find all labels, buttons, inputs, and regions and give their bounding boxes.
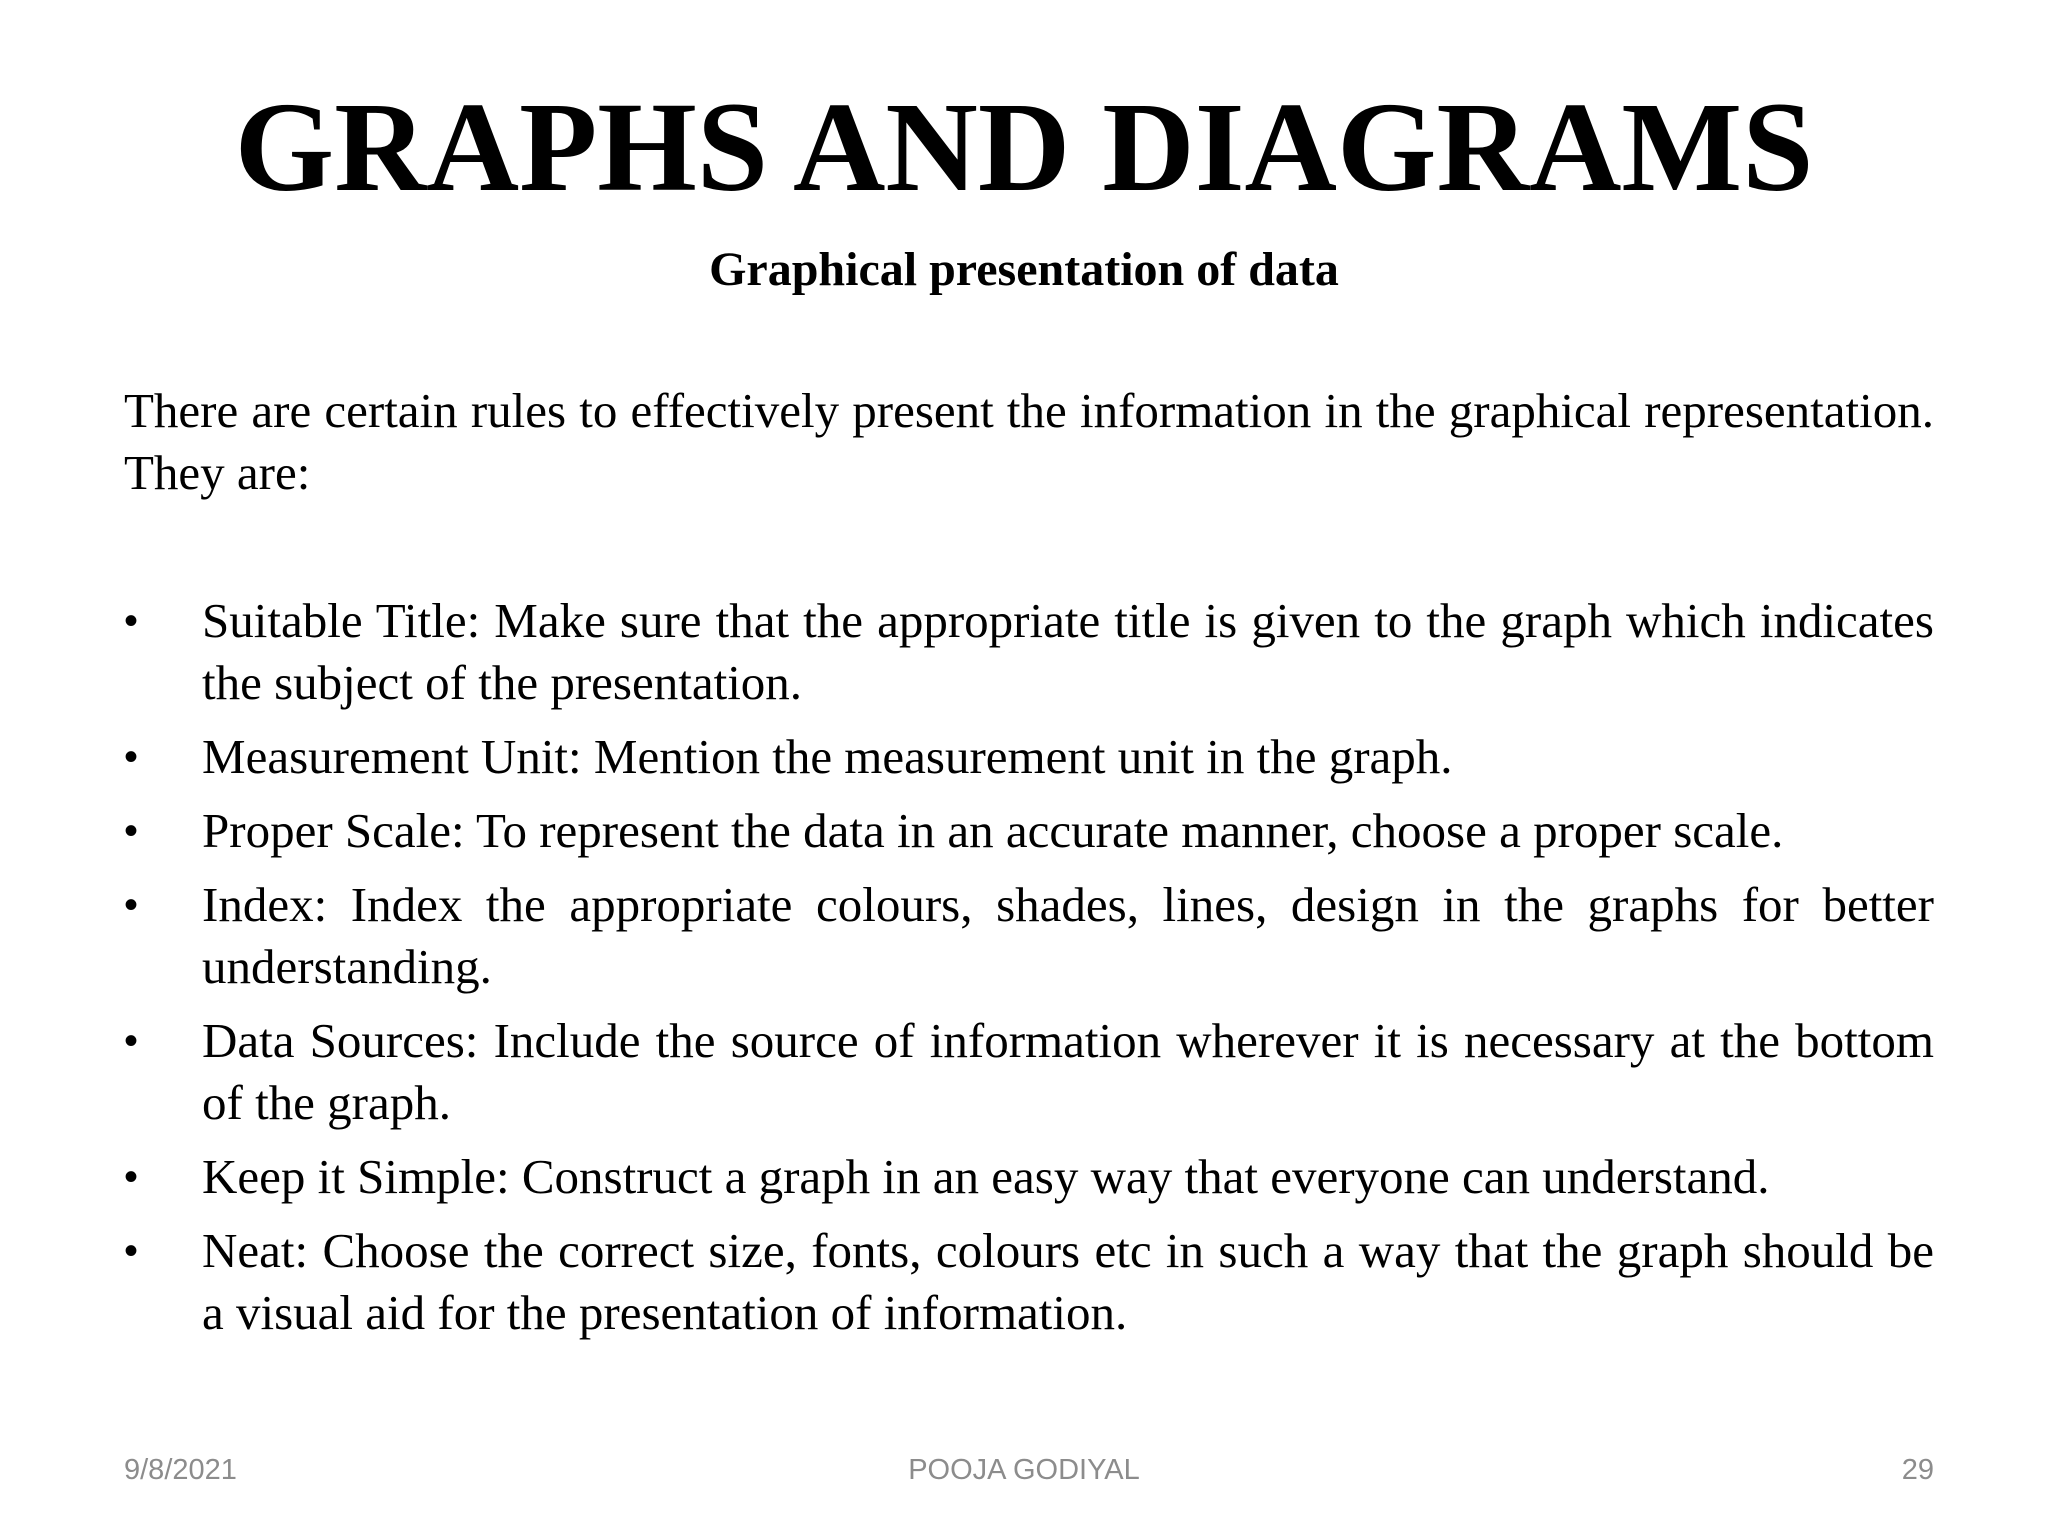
rule-text: Data Sources: Include the source of information wherever it is necessary at the bottom of the graph. bbox=[202, 1013, 1934, 1130]
bullet-icon: • bbox=[124, 1229, 139, 1273]
footer-page-number: 29 bbox=[1901, 1454, 1934, 1486]
rule-text: Neat: Choose the correct size, fonts, colours etc in such a way that the graph should be a visual aid for the presentation of information. bbox=[202, 1223, 1934, 1340]
footer-author: POOJA GODIYAL bbox=[908, 1454, 1140, 1486]
rule-text: Index: Index the appropriate colours, shades, lines, design in the graphs for better understanding. bbox=[202, 877, 1934, 994]
bullet-icon: • bbox=[124, 809, 139, 853]
rule-item-index bbox=[124, 874, 1934, 998]
bullet-icon: • bbox=[124, 1019, 139, 1063]
rule-item-proper-scale bbox=[124, 800, 1934, 862]
rule-item-keep-it-simple bbox=[124, 1146, 1934, 1208]
bullet-icon: • bbox=[124, 883, 139, 927]
footer-date: 9/8/2021 bbox=[124, 1454, 237, 1486]
intro-paragraph: There are certain rules to effectively present the information in the graphical representation. They are: bbox=[124, 383, 1934, 500]
bullet-icon: • bbox=[124, 599, 139, 643]
rule-text: Proper Scale: To represent the data in an accurate manner, choose a proper scale. bbox=[202, 803, 1784, 858]
rule-item-data-sources bbox=[124, 1010, 1934, 1134]
bullet-icon: • bbox=[124, 735, 139, 779]
slide-subtitle: Graphical presentation of data bbox=[709, 243, 1339, 296]
bullet-icon: • bbox=[124, 1155, 139, 1199]
rule-item-measurement-unit bbox=[124, 726, 1934, 788]
rule-text: Measurement Unit: Mention the measurement unit in the graph. bbox=[202, 729, 1453, 784]
rule-item-neat bbox=[124, 1220, 1934, 1344]
rule-item-suitable-title bbox=[124, 590, 1934, 714]
rule-text: Suitable Title: Make sure that the appropriate title is given to the graph which indicates the subject of the presentation. bbox=[202, 593, 1934, 710]
rule-text: Keep it Simple: Construct a graph in an easy way that everyone can understand. bbox=[202, 1149, 1770, 1204]
rules-list bbox=[124, 590, 1934, 1356]
slide-title: GRAPHS AND DIAGRAMS bbox=[234, 76, 1814, 218]
